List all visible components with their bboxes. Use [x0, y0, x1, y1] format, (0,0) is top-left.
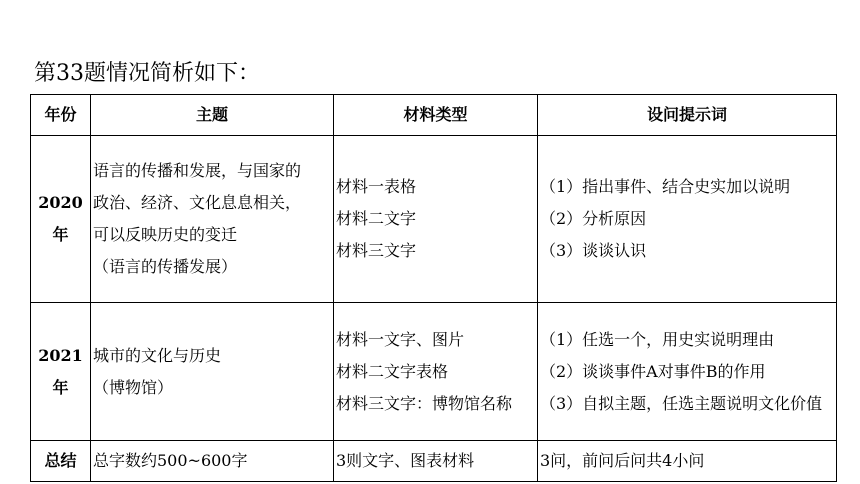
materials-cell: [334, 136, 538, 303]
topic-line: 城市的文化与历史: [93, 345, 222, 365]
topic-cell: [91, 136, 334, 303]
prompt-line: 3问，前问后问共4小问: [540, 451, 705, 470]
page-heading: 第33题情况简析如下：: [34, 61, 260, 86]
material-line: 材料一表格: [336, 177, 417, 196]
prompts-cell: [538, 136, 837, 303]
material-line: 材料三文字: [336, 241, 417, 260]
topic-line: 语言的传播和发展，与国家的: [93, 161, 302, 180]
prompts-cell: [538, 441, 837, 482]
materials-cell: [334, 303, 538, 441]
question-summary-table: [30, 94, 837, 482]
prompt-line: （1）任选一个，用史实说明理由: [540, 329, 775, 349]
header-topic: 主题: [91, 95, 334, 136]
material-line: 材料一文字、图片: [336, 329, 465, 349]
material-line: 3则文字、图表材料: [336, 451, 475, 470]
material-line: 材料三文字：博物馆名称: [336, 393, 513, 413]
prompt-line: （2）谈谈事件A对事件B的作用: [540, 361, 766, 381]
table-header-row: [31, 95, 837, 136]
year-cell: 总结: [31, 441, 91, 482]
table-row: [31, 303, 837, 441]
material-line: 材料二文字表格: [336, 361, 449, 381]
year-cell: 2021年: [31, 303, 91, 441]
table-row: [31, 441, 837, 482]
header-year: 年份: [31, 95, 91, 136]
topic-cell: [91, 303, 334, 441]
year-cell: 2020年: [31, 136, 91, 303]
header-material-type: 材料类型: [334, 95, 538, 136]
topic-line: （博物馆）: [93, 377, 174, 397]
prompts-cell: [538, 303, 837, 441]
prompt-line: （3）自拟主题，任选主题说明文化价值: [540, 393, 823, 413]
material-line: 材料二文字: [336, 209, 417, 228]
prompt-line: （2）分析原因: [540, 209, 647, 228]
topic-line: 总字数约500~600字: [93, 451, 248, 470]
header-prompt-words: 设问提示词: [538, 95, 837, 136]
materials-cell: [334, 441, 538, 482]
topic-line: （语言的传播发展）: [93, 257, 238, 276]
prompt-line: （1）指出事件、结合史实加以说明: [540, 177, 791, 196]
topic-line: 政治、经济、文化息息相关，: [93, 193, 302, 212]
prompt-line: （3）谈谈认识: [540, 241, 647, 260]
topic-cell: [91, 441, 334, 482]
table-row: [31, 136, 837, 303]
topic-line: 可以反映历史的变迁: [93, 225, 238, 244]
